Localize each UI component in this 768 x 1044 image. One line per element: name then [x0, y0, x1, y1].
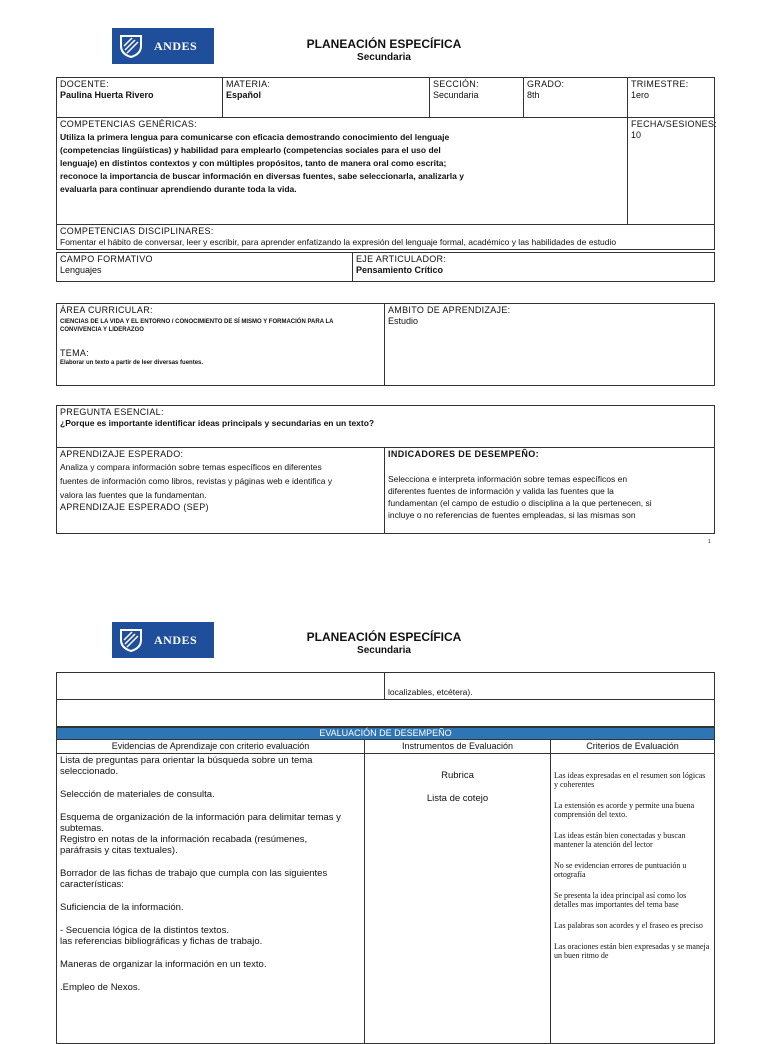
shield-icon [118, 33, 144, 59]
title-text: PLANEACIÓN ESPECÍFICA [306, 37, 462, 51]
area-cell: ÁREA CURRICULAR: CIENCIAS DE LA VIDA Y EL ENTORNO / CONOCIMIENTO DE SÍ MISMO Y FORMACIÓN PARA LA CONVIVENCIA Y LIDERAZGO TEMA: Elaborar un texto a partir de leer diversas fuentes. [57, 304, 385, 386]
grado-value: 8th [527, 90, 540, 100]
eje-cell: EJE ARTICULADOR: Pensamiento Crítico [353, 253, 715, 282]
col-criterios: Criterios de Evaluación [551, 740, 715, 754]
header-table [56, 77, 718, 250]
continuation-table [56, 672, 715, 727]
page-title [274, 37, 494, 63]
seccion-value: Secundaria [433, 90, 479, 100]
col-instrumentos: Instrumentos de Evaluación [365, 740, 551, 754]
grado-cell: GRADO: 8th [524, 78, 628, 118]
aprendizaje-cell: APRENDIZAJE ESPERADO: Analiza y compara información sobre temas específicos en diferentes fuentes de información como libros, revistas y páginas web e identifica y valora las fuentes que la fundamentan. APRENDIZAJE ESPERADO (SEP) [57, 448, 385, 534]
spacer-row [57, 700, 715, 727]
competencias-disciplinares-cell: COMPETENCIAS DISCIPLINARES: Fomentar el hábito de conversar, leer y escribir, para aprender enfatizando la expresión del lenguaje formal, académico y las habilidades de estudio [57, 225, 715, 250]
shield-icon [118, 627, 144, 653]
evidencias-cell: Lista de preguntas para orientar la búsqueda sobre un tema seleccionado. Selección de materiales de consulta. Esquema de organización de la información para delimitar temas y subtemas. Registro en notas de la información recabada (resúmenes, paráfrasis y citas textuales). Borrador de las fichas de trabajo que cumpla con las siguientes características: Suficiencia de la información. - Secuencia lógica de la distintos textos. las referencias bibliográficas y fichas de trabajo. Maneras de organizar la información en un texto. .Empleo de Nexos. [57, 754, 365, 1044]
title-text: PLANEACIÓN ESPECÍFICA [306, 630, 462, 644]
ambito-cell: AMBITO DE APRENDIZAJE: Estudio [385, 304, 715, 386]
andes-logo-2 [112, 622, 214, 658]
continuation-cell: localizables, etcétera). [385, 673, 715, 700]
brand-name: ANDES [154, 632, 198, 647]
competencias-genericas-cell: COMPETENCIAS GENÉRICAS: Utiliza la primera lengua para comunicarse con eficacia demostrando conocimiento del lenguaje (competencias lingüísticas) y habilidad para emplearlo (competencias sociales para el uso del lenguaje) en distintos contextos y con múltiples propósitos, tanto de manera oral como escrita; reconoce la importancia de buscar información en diversas fuentes, sabe seleccionarla, analizarla y evaluarla para continuar aprendiendo durante toda la vida. [57, 118, 628, 225]
subtitle-text: Secundaria [357, 52, 411, 63]
page-number: 1 [708, 539, 711, 545]
instrumentos-cell: Rubrica Lista de cotejo [365, 754, 551, 1044]
docente-cell: DOCENTE: Paulina Huerta Rivero [57, 78, 223, 118]
andes-logo [112, 28, 214, 64]
indicadores-cell: INDICADORES DE DESEMPEÑO: Selecciona e interpreta información sobre temas específicos en diferentes fuentes de información y valida las fuentes que la fundamentan (el campo de estudio o disciplina a la que pertenecen, si incluye o no referencias de fuentes empleadas, si las mismas son [385, 448, 715, 534]
subtitle-text: Secundaria [357, 645, 411, 656]
docente-value: Paulina Huerta Rivero [60, 90, 154, 100]
pregunta-table [56, 405, 715, 534]
page-title-2 [274, 630, 494, 656]
evaluacion-header: EVALUACIÓN DE DESEMPEÑO [57, 728, 715, 740]
fecha-value: 10 [631, 130, 642, 140]
campo-cell: CAMPO FORMATIVO Lenguajes [57, 253, 353, 282]
pregunta-cell: PREGUNTA ESENCIAL: ¿Porque es importante identificar ideas principals y secundarias en un texto? [57, 406, 715, 448]
col-evidencias: Evidencias de Aprendizaje con criterio evaluación [57, 740, 365, 754]
trimestre-cell: TRIMESTRE: 1ero [628, 78, 715, 118]
area-table [56, 303, 715, 386]
criterios-cell: Las ideas expresadas en el resumen son lógicas y coherentes La extensión es acorde y permite una buena comprensión del texto. Las ideas están bien conectadas y buscan mantener la atención del lector No se evidencian errores de puntuación u ortografía Se presenta la idea principal así como los detalles mas importantes del tema base Las palabras son acordes y el fraseo es preciso Las oraciones están bien expresadas y se maneja un buen ritmo de [551, 754, 715, 1044]
trimestre-value: 1ero [631, 90, 650, 100]
empty-cell [57, 673, 385, 700]
campo-table [56, 252, 715, 282]
materia-cell: MATERIA: Español [223, 78, 430, 118]
seccion-cell: SECCIÓN: Secundaria [430, 78, 524, 118]
evaluacion-table [56, 727, 715, 1044]
brand-name: ANDES [154, 38, 198, 53]
materia-value: Español [226, 90, 262, 100]
fecha-cell: FECHA/SESIONES: 10 [628, 118, 715, 225]
